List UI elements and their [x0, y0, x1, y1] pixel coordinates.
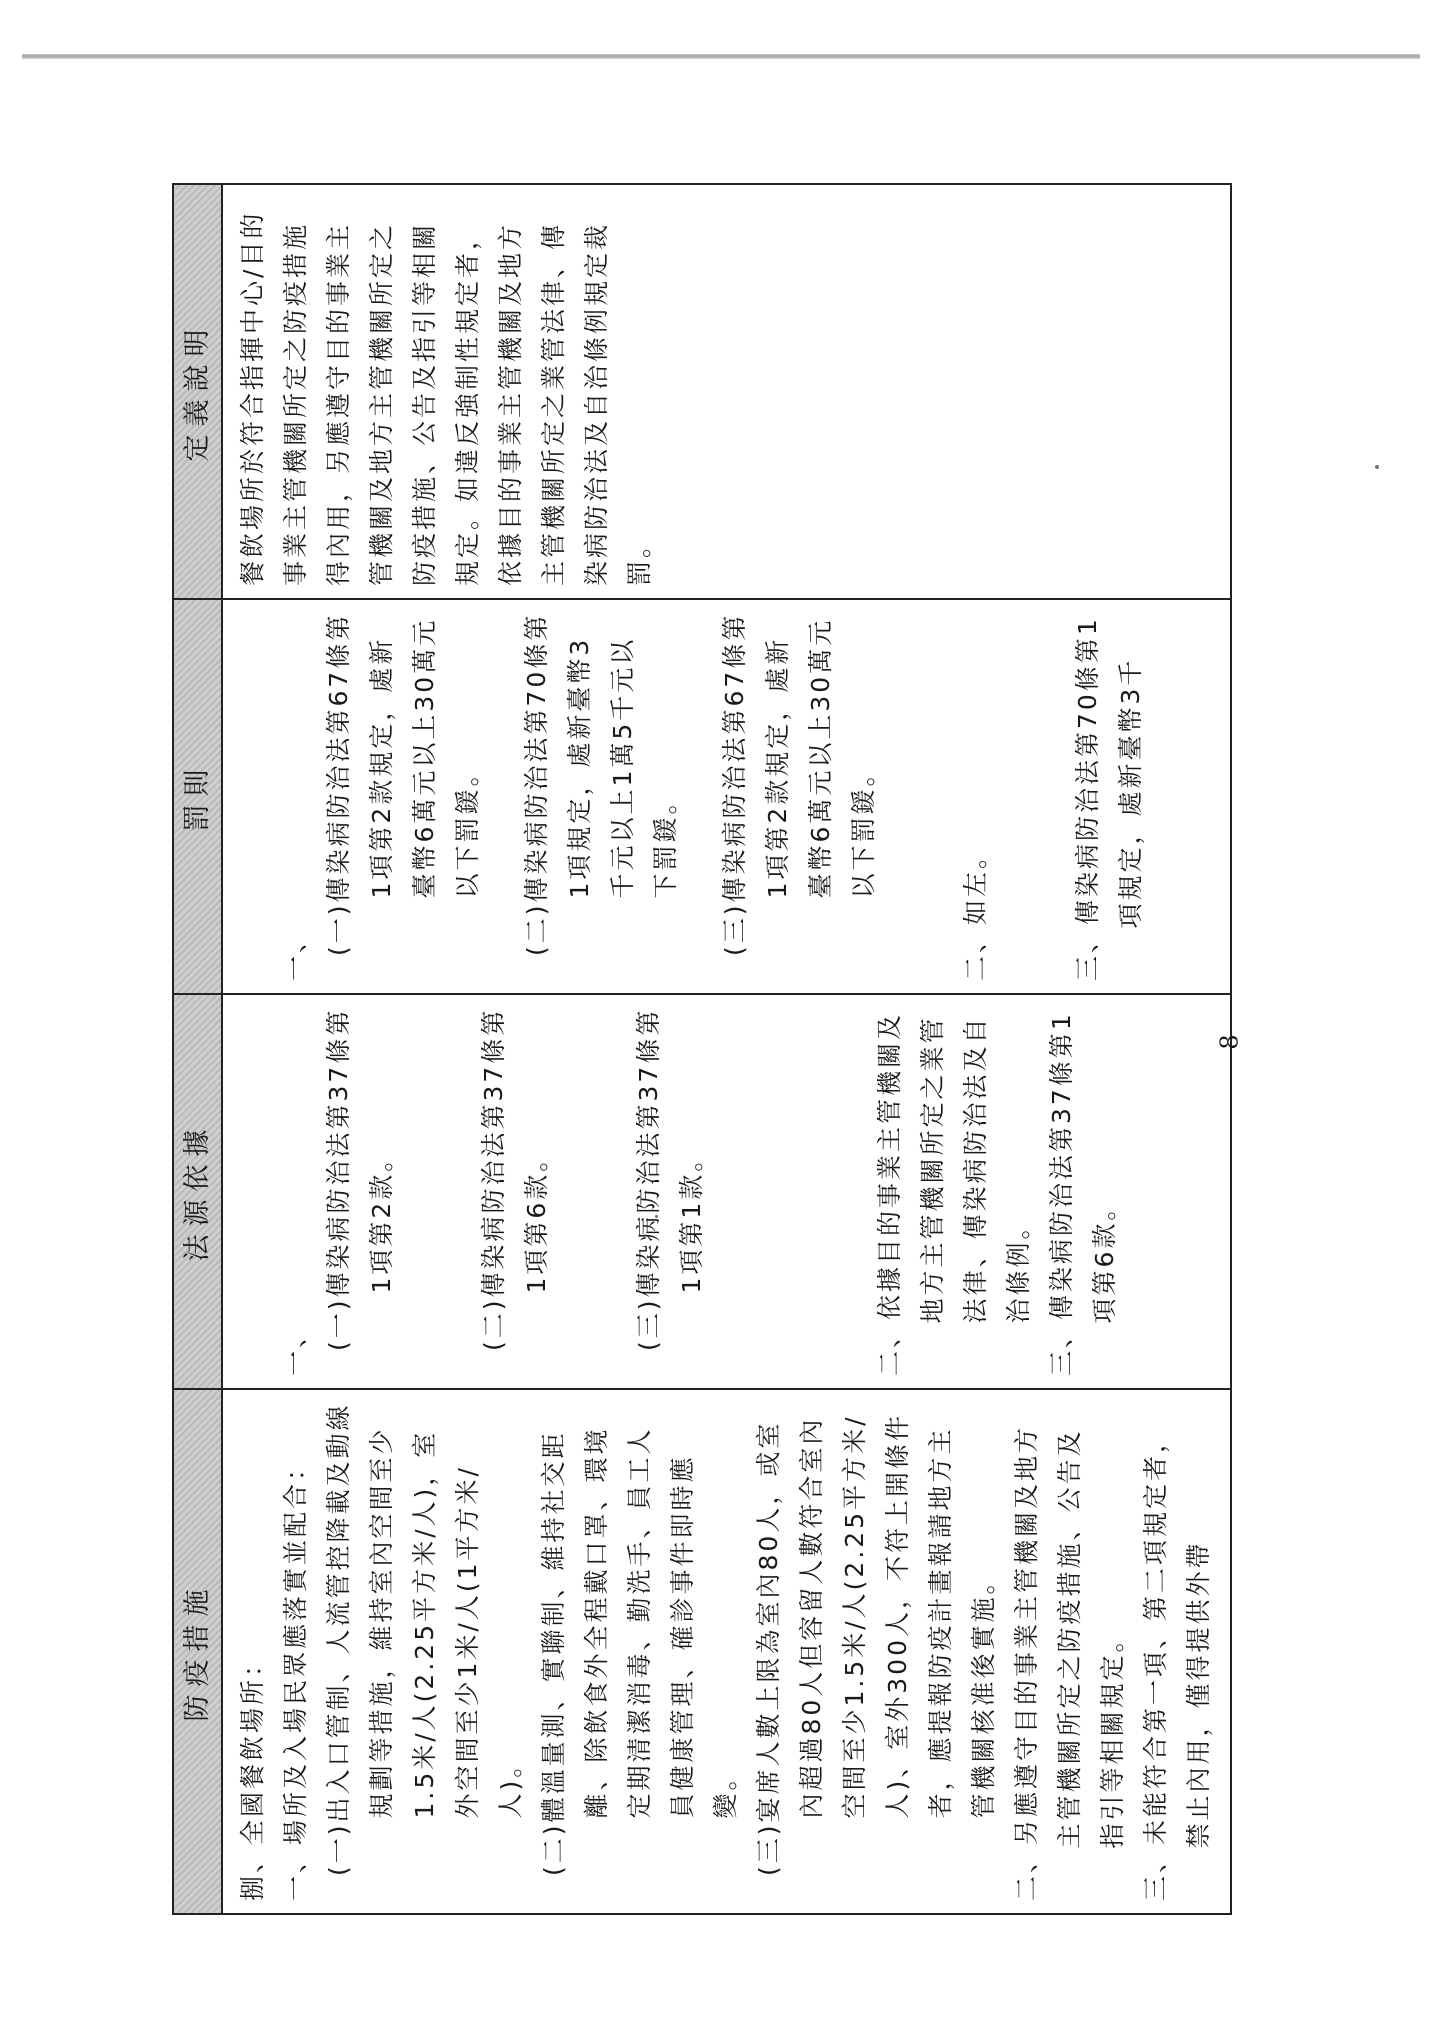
- scan-speck: [1375, 465, 1379, 469]
- measures-item-1-2: (二)體溫量測、實聯制、維持社交距離、除飲食外全程戴口罩、環境定期清潔消毒、勤洗手、員工人員健康管理、確診事件即時應變。: [539, 1426, 740, 1876]
- header-legal-basis: 法源依據: [173, 994, 222, 1389]
- legal-basis-cell: [222, 994, 1231, 1389]
- penalty-cell: [222, 599, 1231, 994]
- table-header-row: [173, 184, 222, 1914]
- penalty-item-1-1: (一)傳染病防治法第67條第1項第2款規定，處新臺幣6萬元以上30萬元以下罰鍰。: [324, 612, 482, 956]
- measures-intro: 捌、全國餐飲場所：: [238, 1648, 267, 1901]
- page-number: 8: [1215, 1034, 1244, 1050]
- legal-item-1-2: (二)傳染病防治法第37條第1項第6款。: [479, 1007, 551, 1351]
- legal-item-1: 一、: [281, 1319, 310, 1376]
- penalty-item-3: 三、傳染病防治法第70條第1項規定，處新臺幣3千: [1073, 616, 1145, 981]
- penalty-item-1-3: (三)傳染病防治法第67條第1項第2款規定，處新臺幣6萬元以上30萬元以下罰鍰。: [720, 612, 878, 956]
- definition-text: 餐飲場所於符合指揮中心/目的事業主管機關所定之防疫措施得內用，另應遵守目的事業主管機關及地方主管機關所定之防疫措施、公告及指引等相關規定。如違反強制性規定者，依據目的事業主管機關及地方主管機關所定之業管法律、傳染病防治法及自治條例規定裁罰。: [238, 210, 654, 586]
- scan-border-line: [22, 54, 1420, 59]
- legal-item-3: 三、傳染病防治法第37條第1項第6款。: [1047, 1011, 1119, 1376]
- measures-item-2: 二、另應遵守目的事業主管機關及地方主管機關所定之防疫措施、公告及指引等相關規定。: [1012, 1424, 1127, 1901]
- penalty-item-1-2: (二)傳染病防治法第70條第1項規定，處新臺幣3千元以上1萬5千元以下罰鍰。: [522, 612, 680, 956]
- legal-item-1-3: (三)傳染病防治法第37條第1項第1款。: [634, 1007, 706, 1351]
- table-row: [222, 184, 1231, 1914]
- penalty-item-1: 一、: [281, 924, 310, 981]
- measures-item-1: 一、場所及入場民眾應落實並配合：: [281, 1452, 310, 1901]
- penalty-item-2: 二、如左。: [961, 840, 990, 981]
- header-measures: 防疫措施: [173, 1389, 222, 1914]
- measures-item-3: 三、未能符合第一項、第二項規定者，禁止內用，僅得提供外帶: [1141, 1424, 1213, 1901]
- header-penalty: 罰則: [173, 599, 222, 994]
- measures-cell: [222, 1389, 1231, 1914]
- epidemic-measures-table: [172, 183, 1232, 1915]
- legal-item-1-1: (一)傳染病防治法第37條第1項第2款。: [324, 1007, 396, 1351]
- definition-cell: [222, 184, 1231, 599]
- measures-item-1-3: (三)宴席人數上限為室內80人，或室內超過80人但容留人數符合室內空間至少1.5米/人(2.25平方米/人)、室外300人，不符上開條件者，應提報防疫計畫報請地方主管機關核准後實施。: [754, 1413, 998, 1876]
- legal-item-2: 二、依據目的事業主管機關及地方主管機關所定之業管法律、傳染病防治法及自治條例。: [875, 1011, 1033, 1376]
- rotated-table-container: [172, 185, 1232, 1915]
- header-definition: 定義說明: [173, 184, 222, 599]
- measures-item-1-1: (一)出入口管制、人流管控降載及動線規劃等措施，維持室內空間至少1.5米/人(2.25平方米/人)，室外空間至少1米/人(1平方米/人)。: [324, 1402, 525, 1876]
